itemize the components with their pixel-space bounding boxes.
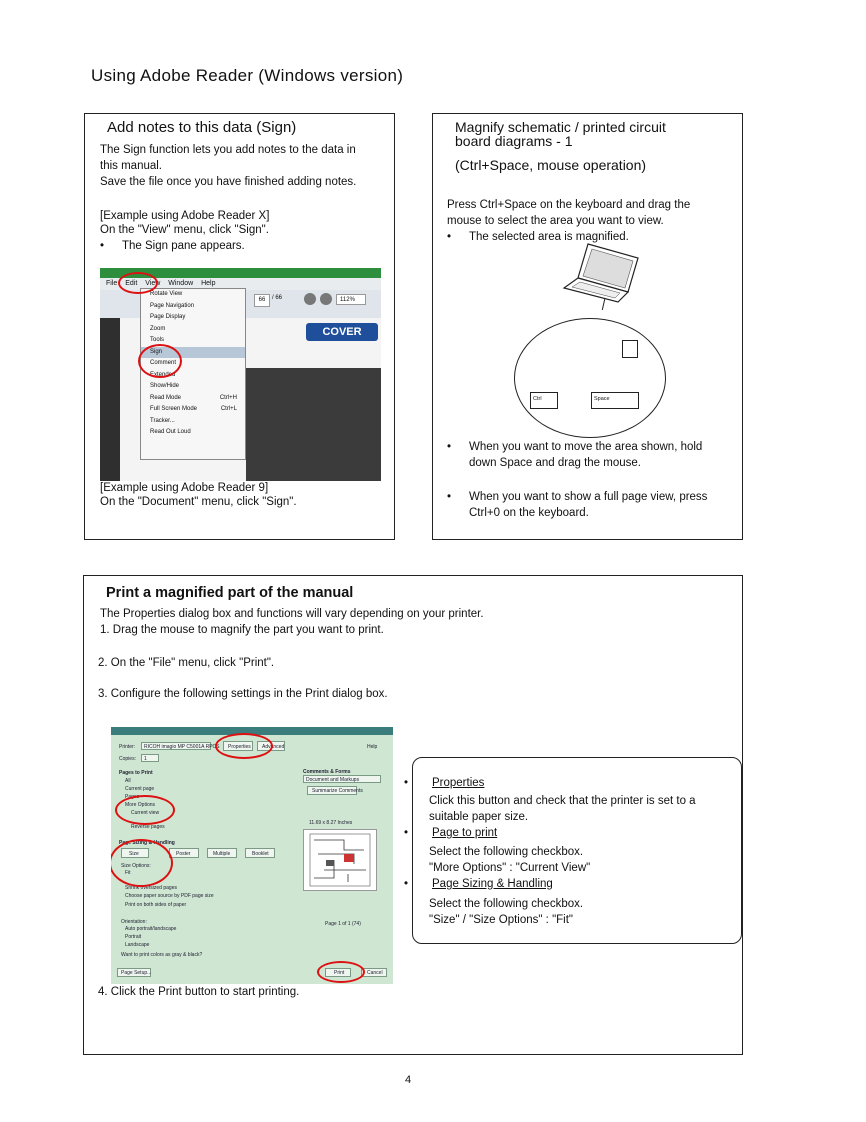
orientation-label: Orientation: bbox=[121, 919, 147, 925]
copies-field[interactable]: 1 bbox=[141, 754, 159, 762]
menu-item[interactable]: Extended bbox=[150, 371, 176, 378]
print-heading: Print a magnified part of the manual bbox=[106, 585, 354, 601]
callout-page-sizing-text-1: Select the following checkbox. bbox=[429, 898, 584, 910]
checkbox-paper-source[interactable]: Choose paper source by PDF page size bbox=[125, 893, 214, 899]
highlight-more-options-oval bbox=[115, 795, 175, 825]
print-dialog-screenshot bbox=[111, 727, 393, 984]
radio-all[interactable]: All bbox=[125, 778, 131, 784]
print-step-1: 1. Drag the mouse to magnify the part you want to print. bbox=[100, 624, 384, 636]
callout-page-to-print-heading: Page to print bbox=[432, 827, 498, 839]
radio-current-page[interactable]: Current page bbox=[125, 786, 155, 792]
summarize-button[interactable]: Summarize Comments bbox=[307, 786, 357, 795]
key-cap-icon bbox=[622, 340, 638, 358]
cancel-button[interactable]: Cancel bbox=[361, 968, 387, 977]
scale-text: 11.69 x 8.27 Inches bbox=[309, 820, 353, 826]
checkbox-both-sides[interactable]: Print on both sides of paper bbox=[125, 902, 187, 908]
print-intro: The Properties dialog box and functions will vary depending on your printer. bbox=[100, 608, 484, 620]
key-space-icon: Space bbox=[591, 392, 639, 409]
menu-edit[interactable]: Edit bbox=[125, 280, 138, 287]
magnify-bullet-2a: • When you want to move the area shown, hold bbox=[469, 439, 702, 455]
sign-heading: Add notes to this data (Sign) bbox=[107, 119, 297, 136]
menu-file[interactable]: File bbox=[106, 280, 118, 287]
radio-pages[interactable]: Pages bbox=[125, 794, 140, 800]
radio-fit[interactable]: Fit bbox=[125, 870, 131, 876]
page-number-field[interactable]: 66 bbox=[254, 294, 270, 307]
print-settings-callout bbox=[412, 757, 742, 944]
multiple-button[interactable]: Multiple bbox=[207, 848, 237, 858]
magnify-subheading: (Ctrl+Space, mouse operation) bbox=[455, 157, 647, 173]
sign-example-9: [Example using Adobe Reader 9] bbox=[100, 482, 269, 494]
callout-properties-heading: Properties bbox=[432, 777, 485, 789]
printer-label: Printer: bbox=[119, 744, 136, 750]
magnify-bullet-1: • The selected area is magnified. bbox=[469, 229, 629, 245]
more-options-toggle[interactable]: More Options bbox=[125, 802, 156, 808]
sign-example-9-text: On the "Document" menu, click "Sign". bbox=[100, 496, 297, 508]
zoom-in-icon[interactable] bbox=[320, 293, 332, 305]
radio-landscape[interactable]: Landscape bbox=[125, 942, 150, 948]
page-setup-button[interactable]: Page Setup... bbox=[117, 968, 151, 977]
callout-page-to-print-text-2: "More Options" : "Current View" bbox=[429, 862, 591, 874]
poster-button[interactable]: Poster bbox=[169, 848, 199, 858]
menu-item[interactable]: Full Screen Mode Ctrl+L bbox=[150, 406, 237, 412]
print-step-2: 2. On the "File" menu, click "Print". bbox=[98, 657, 275, 669]
size-options-label: Size Options: bbox=[121, 863, 151, 869]
print-step-3: 3. Configure the following settings in the Print dialog box. bbox=[98, 688, 388, 700]
adobe-reader-x-screenshot bbox=[100, 268, 381, 481]
print-preview bbox=[303, 829, 377, 891]
menu-item-sign[interactable]: Sign bbox=[141, 347, 245, 359]
highlight-sign-oval bbox=[138, 344, 182, 378]
callout-page-sizing-heading: Page Sizing & Handling bbox=[432, 878, 553, 890]
radio-auto[interactable]: Auto portrait/landscape bbox=[125, 926, 177, 932]
menu-item[interactable]: Page Display bbox=[150, 314, 186, 320]
magnify-text-1: Press Ctrl+Space on the keyboard and drag the bbox=[447, 199, 691, 211]
menu-item[interactable]: Read Out Loud bbox=[150, 429, 191, 435]
print-step-4: 4. Click the Print button to start printing. bbox=[98, 986, 300, 998]
page-sizing-label: Page Sizing & Handling bbox=[119, 840, 175, 846]
menu-item[interactable]: Read Mode Ctrl+H bbox=[150, 394, 237, 401]
page-title: Using Adobe Reader (Windows version) bbox=[91, 66, 404, 85]
page-count: Page 1 of 1 (74) bbox=[325, 921, 361, 927]
magnify-text-2: mouse to select the area you want to view. bbox=[447, 215, 664, 227]
menu-window[interactable]: Window bbox=[168, 280, 194, 287]
menu-item[interactable]: Tracker... bbox=[150, 417, 175, 424]
help-link[interactable]: Help bbox=[367, 744, 378, 750]
keyboard-magnifier-circle bbox=[514, 318, 666, 438]
menu-item[interactable]: Zoom bbox=[150, 325, 166, 332]
menu-item[interactable]: Show/Hide bbox=[150, 383, 180, 389]
sign-text-1: The Sign function lets you add notes to the data in bbox=[100, 144, 356, 156]
sign-text-3: Save the file once you have finished adding notes. bbox=[100, 176, 357, 188]
menu-item[interactable]: Comment bbox=[150, 360, 177, 366]
properties-button[interactable]: Properties bbox=[223, 741, 253, 751]
sign-example-x: [Example using Adobe Reader X] bbox=[100, 210, 270, 222]
size-button[interactable]: Size bbox=[121, 848, 149, 858]
printer-select[interactable]: RICOH imagio MP C5001A RPCS bbox=[141, 742, 211, 750]
comments-select[interactable]: Document and Markups bbox=[303, 775, 381, 783]
highlight-properties-oval bbox=[215, 733, 273, 759]
highlight-view-menu-oval bbox=[118, 272, 161, 294]
checkbox-reverse-pages[interactable]: Reverse pages bbox=[131, 824, 165, 830]
menu-item[interactable]: Page Navigation bbox=[150, 302, 195, 309]
key-ctrl-icon: Ctrl bbox=[530, 392, 558, 409]
sign-example-x-text: On the "View" menu, click "Sign". bbox=[100, 224, 269, 236]
pages-to-print-label: Pages to Print bbox=[119, 770, 153, 776]
menu-view[interactable]: View bbox=[145, 280, 161, 287]
page-number: 4 bbox=[405, 1074, 412, 1086]
checkbox-shrink[interactable]: Shrink oversized pages bbox=[125, 885, 177, 891]
highlight-size-oval bbox=[111, 839, 173, 887]
sign-text-2: this manual. bbox=[100, 160, 163, 172]
highlight-print-oval bbox=[317, 961, 365, 983]
schematic-preview-icon bbox=[304, 830, 376, 890]
callout-page-to-print-text-1: Select the following checkbox. bbox=[429, 846, 584, 858]
magnify-heading-1: Magnify schematic / printed circuit bbox=[455, 119, 666, 135]
checkbox-current-view[interactable]: Current view bbox=[131, 810, 160, 816]
magnify-bullet-2b: down Space and drag the mouse. bbox=[469, 457, 641, 469]
zoom-field[interactable]: 112% bbox=[336, 294, 366, 305]
menu-item[interactable]: Rotate View bbox=[150, 291, 183, 297]
magnify-bullet-3b: Ctrl+0 on the keyboard. bbox=[469, 507, 589, 519]
advanced-button[interactable]: Advanced bbox=[257, 741, 285, 751]
zoom-out-icon[interactable] bbox=[304, 293, 316, 305]
magnify-heading-2: board diagrams - 1 bbox=[455, 133, 573, 149]
copies-label: Copies: bbox=[119, 756, 136, 762]
page-image bbox=[246, 368, 381, 481]
comments-forms-label: Comments & Forms bbox=[303, 769, 351, 775]
sign-example-x-bullet: • The Sign pane appears. bbox=[122, 238, 245, 254]
magnify-bullet-3a: • When you want to show a full page view, press bbox=[469, 489, 707, 505]
menu-help[interactable]: Help bbox=[201, 280, 216, 287]
booklet-button[interactable]: Booklet bbox=[245, 848, 275, 858]
cover-button: COVER bbox=[306, 323, 378, 341]
callout-page-sizing-text-2: "Size" / "Size Options" : "Fit" bbox=[429, 914, 574, 926]
gray-black-link[interactable]: Want to print colors as gray & black? bbox=[121, 952, 203, 958]
laptop-illustration bbox=[560, 240, 640, 310]
side-panel bbox=[100, 318, 120, 481]
print-button[interactable]: Print bbox=[325, 968, 351, 977]
callout-properties-text-2: suitable paper size. bbox=[429, 811, 529, 823]
radio-portrait[interactable]: Portrait bbox=[125, 934, 142, 940]
callout-properties-text-1: Click this button and check that the printer is set to a bbox=[429, 795, 696, 807]
page-total: / 66 bbox=[272, 295, 283, 301]
menu-item[interactable]: Tools bbox=[150, 337, 165, 343]
